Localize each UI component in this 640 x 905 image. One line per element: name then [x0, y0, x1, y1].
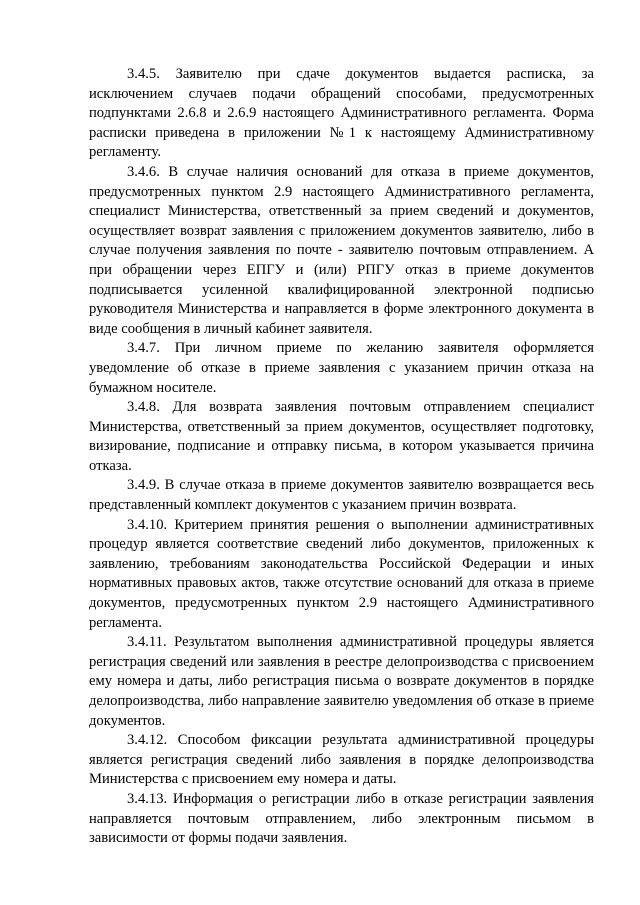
paragraph-3-4-8: 3.4.8. Для возврата заявления почтовым отправлением специалист Министерства, ответственный за прием документов, осуществляет подготовку, визирование, подписание и отправку письма, в котором указывается причина отказа. — [89, 399, 594, 474]
paragraph-3-4-6: 3.4.6. В случае наличия оснований для отказа в приеме документов, предусмотренных пунктом 2.9 настоящего Административного регламента, специалист Министерства, ответственный за прием сведений и документов, осуществляет возврат заявления с приложением документов заявителю, либо в случае получения заявления по почте - заявителю почтовым отправлением. А при обращении через ЕПГУ и (или) РПГУ отказ в приеме документов подписывается усиленной квалифицированной электронной подписью руководителя Министерства и направляется в форме электронного документа в виде сообщения в личный кабинет заявителя. — [89, 163, 594, 337]
paragraph-3-4-9: 3.4.9. В случае отказа в приеме документов заявителю возвращается весь представленный комплект документов с указанием причин возврата. — [89, 477, 594, 514]
paragraph-3-4-11: 3.4.11. Результатом выполнения административной процедуры является регистрация сведений или заявления в реестре делопроизводства с присвоением ему номера и даты, либо регистрация письма о возврате документов в порядке делопроизводства, либо направление заявителю уведомления об отказе в приеме документов. — [89, 634, 594, 729]
paragraph-3-4-5: 3.4.5. Заявителю при сдаче документов выдается расписка, за исключением случаев подачи обращений способами, предусмотренных подпунктами 2.6.8 и 2.6.9 настоящего Административного регламента. Форма расписки приведена в приложении №1 к настоящему Административному регламенту. — [89, 66, 594, 161]
paragraph-3-4-7: 3.4.7. При личном приеме по желанию заявителя оформляется уведомление об отказе в приеме заявления с указанием причин отказа на бумажном носителе. — [89, 340, 594, 396]
paragraph-3-4-12: 3.4.12. Способом фиксации результата административной процедуры является регистрация сведений либо заявления в порядке делопроизводства Министерства с присвоением ему номера и даты. — [89, 732, 594, 788]
document-page — [89, 65, 594, 849]
paragraph-3-4-10: 3.4.10. Критерием принятия решения о выполнении административных процедур является соответствие сведений либо документов, приложенных к заявлению, требованиям законодательства Российской Федерации и иных нормативных правовых актов, также отсутствие оснований для отказа в приеме документов, предусмотренных пунктом 2.9 настоящего Административного регламента. — [89, 516, 594, 631]
paragraph-3-4-13: 3.4.13. Информация о регистрации либо в отказе регистрации заявления направляется почтовым отправлением, либо электронным письмом в зависимости от формы подачи заявления. — [89, 790, 594, 847]
